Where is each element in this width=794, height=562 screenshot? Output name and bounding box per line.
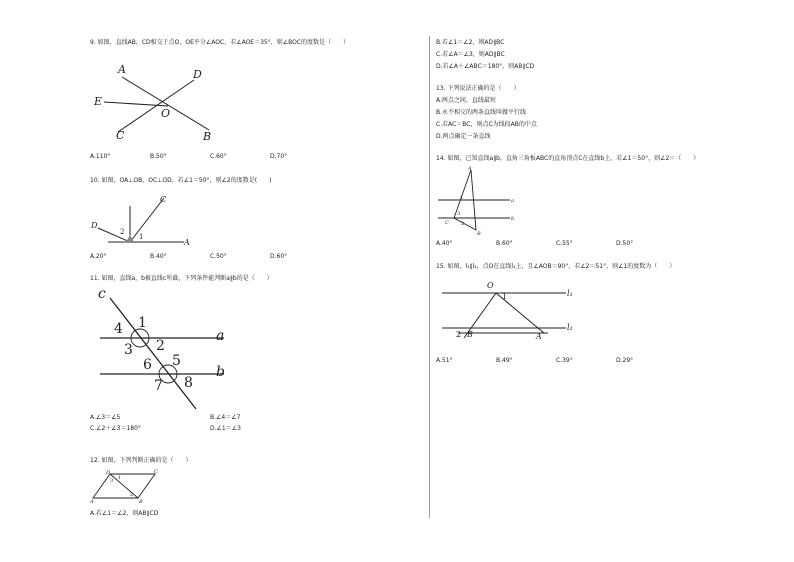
q11-option: A.∠3＝∠5	[90, 414, 121, 421]
q11-label: 2	[156, 338, 165, 354]
q15-label: B	[467, 330, 473, 339]
q11-figure	[88, 286, 248, 411]
q9-option: D.70°	[270, 153, 288, 160]
q13-option: A.两点之间，直线最短	[436, 97, 496, 104]
q14-label: a	[511, 198, 514, 204]
q12-label: 3	[110, 478, 114, 484]
q13-option: B.永不相交的两条直线叫做平行线	[436, 109, 527, 116]
q11-label: 1	[138, 315, 147, 331]
q10-label: 1	[139, 233, 144, 241]
q11-label: 4	[114, 321, 123, 337]
q12-diagonal-bd	[110, 474, 138, 498]
q10-label: A	[184, 238, 190, 247]
q9-label: A	[118, 63, 126, 76]
q15-label: l₁	[567, 289, 573, 298]
q13-option: C.若AC＝BC，则点C为线段AB的中点	[436, 121, 537, 128]
q11-line-c	[110, 298, 196, 409]
q9-label: O	[161, 107, 171, 120]
q12-label: A	[90, 499, 94, 505]
q11-option: D.∠1＝∠3	[210, 425, 241, 432]
q14-label: 3	[457, 211, 461, 217]
q12-option: B.若∠1＝∠2，则AD∥BC	[436, 39, 505, 46]
q12-label: D	[106, 470, 111, 476]
q10-label: D	[91, 221, 98, 230]
q12-label: 1	[118, 475, 122, 481]
q15-stem: 15. 如图，l₁∥l₂，点O在直线l₁上，且∠AOB＝90°，若∠2＝51°，则∠1的度数为（ ）	[436, 263, 676, 270]
q9-label: D	[193, 68, 202, 81]
q14-label: A	[468, 166, 472, 172]
q11-label: b	[216, 364, 225, 380]
q11-label: 3	[124, 342, 133, 358]
q9-option: A.110°	[90, 153, 111, 160]
q12-label: B	[139, 499, 143, 505]
q10-figure	[88, 192, 198, 247]
q12-option: D.若∠A＋∠ABC＝180°，则AB∥CD	[436, 63, 535, 70]
q14-option: D.50°	[616, 240, 634, 247]
q14-option: B.60°	[496, 240, 513, 247]
q15-label: 1	[502, 292, 508, 301]
q12-option: C.若∠A＝∠3，则AD∥BC	[436, 51, 505, 58]
q10-label: C	[160, 195, 167, 204]
q9-line-cd	[118, 80, 194, 132]
q11-label: 7	[154, 378, 163, 394]
q14-label: b	[511, 216, 515, 222]
q10-option: B.40°	[150, 253, 167, 260]
q14-label: 2	[461, 221, 465, 227]
q15-option: B.49°	[496, 357, 513, 364]
q10-option: C.50°	[210, 253, 227, 260]
q15-option: A.51°	[436, 357, 453, 364]
q14-option: C.55°	[556, 240, 573, 247]
q9-option: B.50°	[150, 153, 167, 160]
q15-label: l₂	[567, 323, 573, 332]
q11-option: C.∠2＋∠3＝180°	[90, 425, 141, 432]
q9-stem: 9. 如图，直线AB，CD相交于点O，OE平分∠AOC，若∠AOE＝35°，则∠BOC的度数是（ ）	[90, 39, 350, 46]
q14-label: C	[445, 220, 449, 226]
q12-figure	[88, 468, 158, 504]
q9-option: C.60°	[210, 153, 227, 160]
q15-label: 2	[456, 330, 462, 339]
q15-figure	[436, 278, 586, 343]
q11-option: B.∠4＝∠7	[210, 414, 241, 421]
q14-stem: 14. 如图，已知直线a∥b，直角三角板ABC的直角顶点C在直线b上，若∠1＝50°，则∠2＝（ ）	[436, 155, 700, 162]
column-divider	[429, 36, 430, 518]
q9-label: C	[116, 129, 125, 142]
q9-figure	[88, 60, 228, 145]
q11-label: a	[216, 328, 225, 344]
q11-label: 5	[172, 353, 181, 369]
q14-label: B	[477, 231, 481, 237]
q15-option: C.39°	[556, 357, 573, 364]
q12-label: C	[154, 469, 158, 475]
q15-label: A	[536, 332, 542, 341]
q14-option: A.40°	[436, 240, 453, 247]
q9-label: E	[94, 95, 103, 108]
q11-label: 8	[184, 375, 193, 391]
q15-option: D.29°	[616, 357, 634, 364]
q11-label: 6	[143, 357, 152, 373]
q11-stem: 11. 如图，直线a，b被直线c所截，下列条件能判断a∥b的是（ ）	[90, 275, 273, 282]
q9-label: B	[203, 130, 212, 143]
q10-option: A.20°	[90, 253, 107, 260]
q12-option: A.若∠1＝∠2，则AB∥CD	[90, 510, 159, 517]
q10-ray-oc	[130, 198, 164, 242]
q12-label: 2	[130, 492, 134, 498]
q10-option: D.60°	[270, 253, 288, 260]
q10-ray-od	[98, 228, 130, 242]
q13-stem: 13. 下列说法正确的是（ ）	[436, 85, 520, 92]
q12-stem: 12. 如图，下列判断正确的是（ ）	[90, 457, 192, 464]
q14-figure	[436, 166, 521, 238]
q10-stem: 10. 如图，OA⊥OB，OC⊥OD，若∠1＝50°，则∠2的度数是( )	[90, 177, 272, 184]
q13-option: D.两点确定一条直线	[436, 133, 491, 140]
q15-label: O	[487, 281, 494, 290]
q14-label: 1	[460, 195, 464, 201]
q11-label: c	[98, 286, 106, 302]
q10-label: 2	[120, 228, 125, 236]
